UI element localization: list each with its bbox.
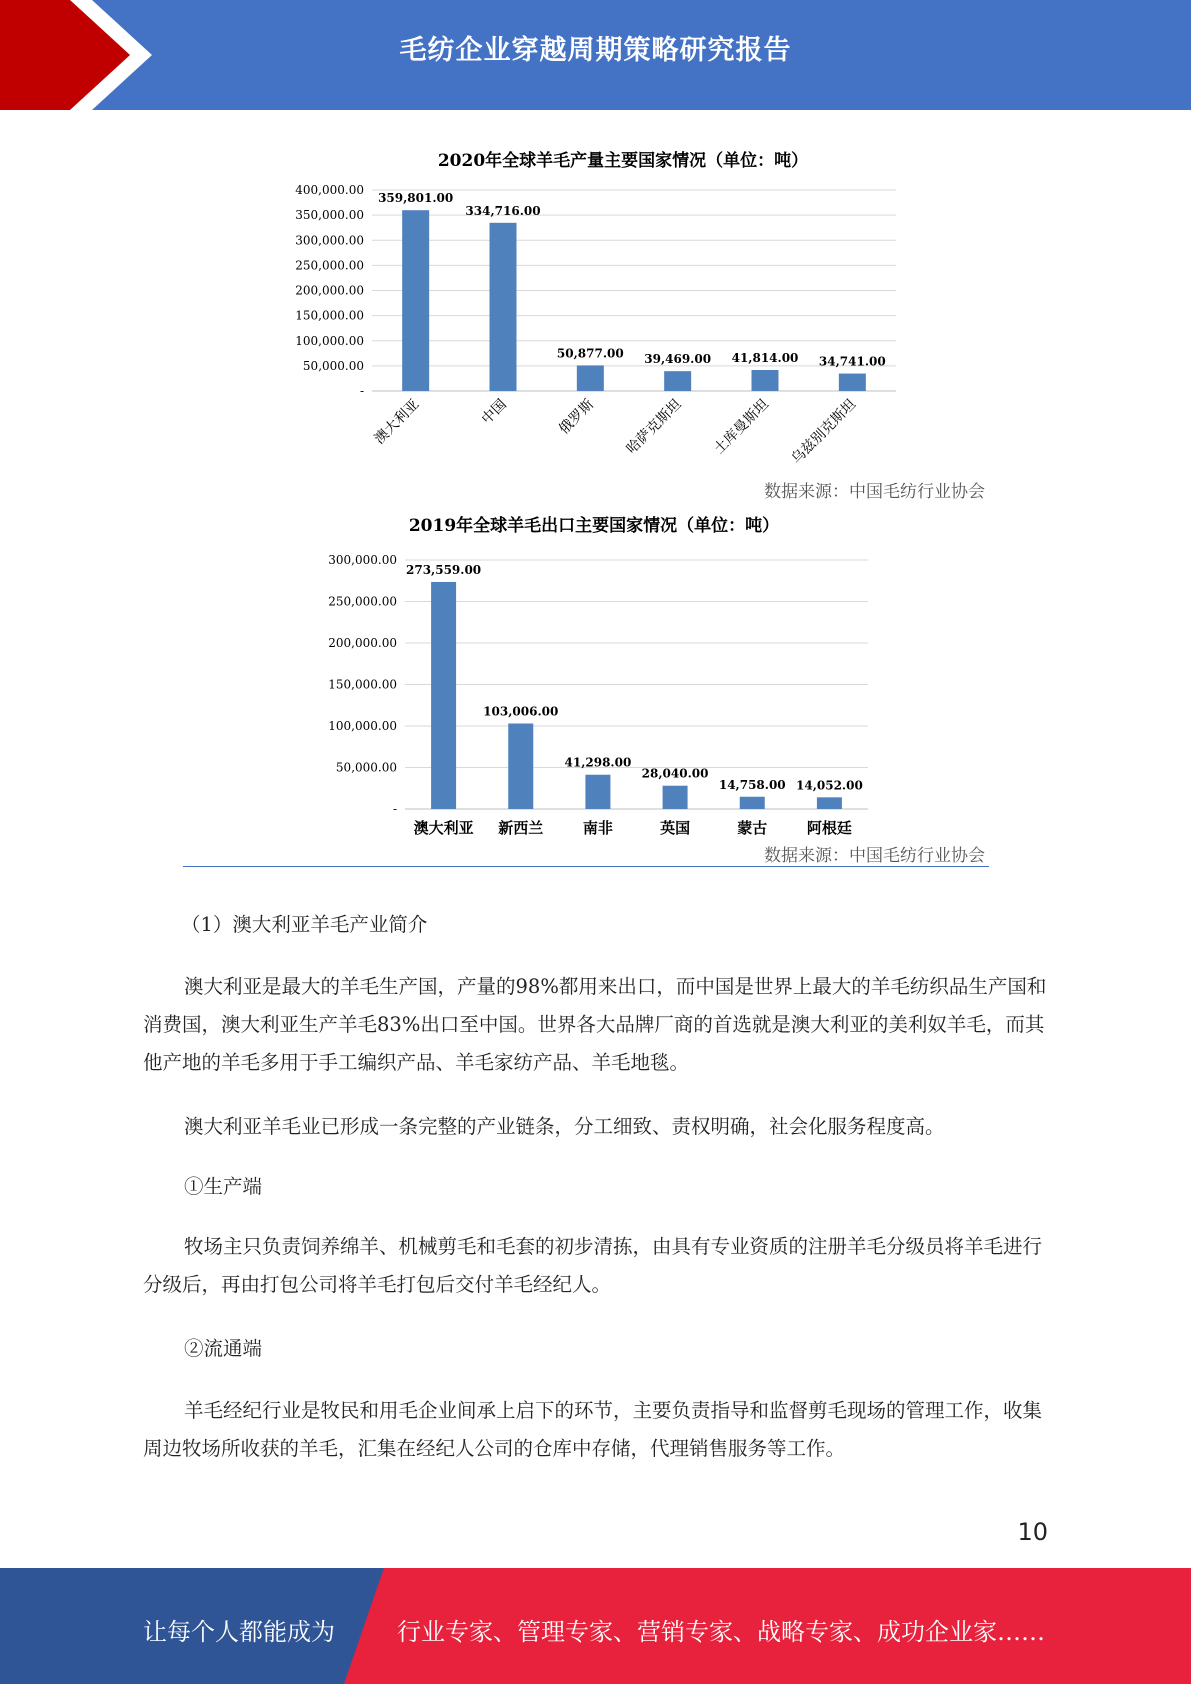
paragraph: 澳大利亚是最大的羊毛生产国，产量的98%都用来出口，而中国是世界上最大的羊毛纺织品生产国和消费国，澳大利亚生产羊毛83%出口至中国。世界各大品牌厂商的首选就是澳大利亚的美利奴羊毛，而其他产地的羊毛多用于手工编织产品、羊毛家纺产品、羊毛地毯。 (143, 975, 1047, 1074)
y-tick-label: 350,000.00 (295, 208, 364, 223)
y-tick-label: 50,000.00 (302, 358, 364, 373)
data-label: 273,559.00 (406, 562, 482, 577)
x-tick-label: 澳大利亚 (413, 819, 474, 837)
data-label: 103,006.00 (483, 704, 559, 719)
y-tick-label: - (392, 802, 397, 816)
x-tick-label: 澳大利亚 (371, 396, 423, 448)
chart-source: 数据来源：中国毛纺行业协会 (764, 846, 985, 866)
x-tick-label: 中国 (478, 396, 510, 428)
x-tick-label: 英国 (660, 819, 691, 837)
x-tick-label: 蒙古 (737, 819, 768, 837)
data-label: 41,814.00 (731, 350, 799, 365)
y-tick-label: 50,000.00 (335, 760, 397, 775)
y-tick-label: 200,000.00 (295, 283, 364, 298)
page-footer (0, 1568, 1191, 1684)
paragraph: 澳大利亚羊毛业已形成一条完整的产业链条，分工细致、责权明确，社会化服务程度高。 (184, 1115, 945, 1138)
y-tick-label: 150,000.00 (295, 308, 364, 323)
x-tick-label: 阿根廷 (806, 819, 852, 837)
footer-slogan-right: 行业专家、管理专家、营销专家、战略专家、成功企业家…… (397, 1618, 1045, 1646)
chart-title: 2019年全球羊毛出口主要国家情况（单位：吨） (408, 516, 780, 536)
y-tick-label: 400,000.00 (295, 183, 364, 197)
chart-title: 2020年全球羊毛产量主要国家情况（单位：吨） (437, 151, 809, 171)
y-tick-label: 250,000.00 (295, 258, 364, 273)
y-tick-label: 100,000.00 (295, 333, 364, 348)
y-tick-label: 300,000.00 (328, 553, 397, 567)
x-tick-label: 土库曼斯坦 (711, 396, 772, 458)
chart-source: 数据来源：中国毛纺行业协会 (764, 482, 985, 502)
data-label: 14,758.00 (718, 777, 786, 792)
bar (585, 775, 610, 809)
page-number: 10 (1017, 1518, 1048, 1546)
bar (431, 582, 456, 809)
y-tick-label: - (359, 384, 364, 398)
footer-slogan-left: 让每个人都能成为 (143, 1618, 335, 1646)
data-label: 28,040.00 (641, 766, 709, 781)
report-title: 毛纺企业穿越周期策略研究报告 (399, 35, 792, 66)
data-label: 50,877.00 (556, 346, 624, 361)
x-tick-label: 新西兰 (498, 819, 544, 837)
data-label: 41,298.00 (564, 755, 632, 770)
y-tick-label: 100,000.00 (328, 719, 397, 733)
source-divider (183, 866, 989, 867)
x-tick-label: 乌兹别克斯坦 (788, 396, 860, 468)
bar (740, 797, 765, 809)
subheading: ①生产端 (184, 1175, 263, 1198)
data-label: 359,801.00 (378, 191, 454, 206)
data-label: 34,741.00 (818, 354, 886, 369)
x-tick-label: 南非 (582, 819, 613, 837)
y-tick-label: 300,000.00 (295, 233, 364, 248)
bar (508, 724, 533, 809)
x-tick-label: 哈萨克斯坦 (623, 396, 685, 458)
data-label: 39,469.00 (644, 352, 712, 367)
subheading: ②流通端 (184, 1337, 263, 1360)
section-heading: （1）澳大利亚羊毛产业简介 (181, 913, 428, 936)
paragraph: 羊毛经纪行业是牧民和用毛企业间承上启下的环节，主要负责指导和监督剪毛现场的管理工作，收集周边牧场所收获的羊毛，汇集在经纪人公司的仓库中存储，代理销售服务等工作。 (143, 1399, 1043, 1460)
y-tick-label: 150,000.00 (328, 677, 397, 692)
data-label: 334,716.00 (465, 203, 541, 218)
bar (817, 797, 842, 809)
paragraph: 牧场主只负责饲养绵羊、机械剪毛和毛套的初步清拣，由具有专业资质的注册羊毛分级员将羊毛进行分级后，再由打包公司将羊毛打包后交付羊毛经纪人。 (143, 1235, 1043, 1296)
y-tick-label: 200,000.00 (328, 636, 397, 650)
x-tick-label: 俄罗斯 (556, 396, 598, 438)
y-tick-label: 250,000.00 (328, 594, 397, 609)
bar (663, 786, 688, 809)
data-label: 14,052.00 (796, 778, 863, 793)
